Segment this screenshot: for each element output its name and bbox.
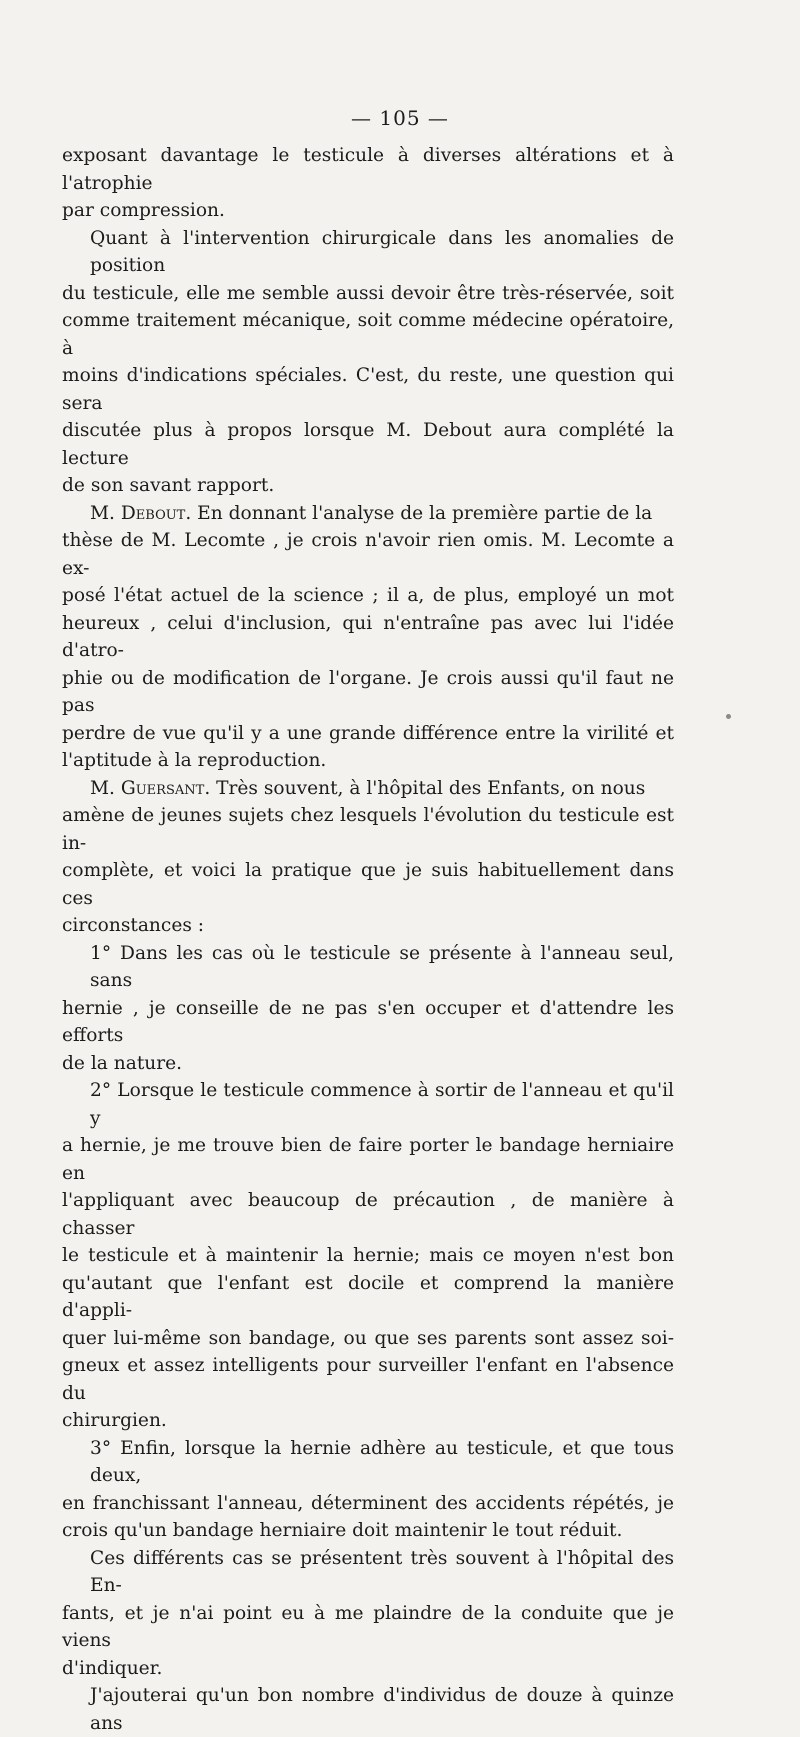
page-number: — 105 —: [351, 106, 449, 130]
text-line: l'aptitude à la reproduction.: [62, 750, 327, 771]
speech-start: . Très souvent, à l'hôpital des Enfants, on nous: [204, 777, 646, 799]
text-line: le testicule et à maintenir la hernie; mais ce moyen n'est bon: [62, 1245, 674, 1266]
text-line: posé l'état actuel de la science ; il a, de plus, employé un mot: [62, 585, 674, 606]
text-line: moins d'indications spéciales. C'est, du reste, une question qui sera: [62, 365, 674, 414]
text-line: gneux et assez intelligents pour surveiller l'enfant en l'absence du: [62, 1355, 674, 1404]
text-line: chirurgien.: [62, 1410, 167, 1431]
text-line: du testicule, elle me semble aussi devoir être très-réservée, soit: [62, 282, 674, 304]
text-line: quer lui-même son bandage, ou que ses parents sont assez soi-: [62, 1327, 674, 1349]
text-line: J'ajouterai qu'un bon nombre d'individus de douze à quinze ans: [90, 1685, 674, 1734]
text-line: [62, 775, 674, 803]
text-line: 1° Dans les cas où le testicule se présente à l'anneau seul, sans: [90, 942, 674, 991]
text-line: Ces différents cas se présentent très souvent à l'hôpital des En-: [90, 1547, 674, 1596]
paragraph-final: [62, 1682, 674, 1737]
text-line: l'appliquant avec beaucoup de précaution , de manière à chasser: [62, 1190, 674, 1239]
text-line: discutée plus à propos lorsque M. Debout aura complété la lecture: [62, 420, 674, 469]
text-line: thèse de M. Lecomte , je crois n'avoir rien omis. M. Lecomte a ex-: [62, 530, 674, 579]
text-line: d'indiquer.: [62, 1657, 163, 1679]
paragraph-debout: [62, 500, 674, 775]
speaker-name: Debout: [120, 502, 186, 524]
text-line: heureux , celui d'inclusion, qui n'entraîne pas avec lui l'idée d'atro-: [62, 612, 674, 661]
text-line: crois qu'un bandage herniaire doit maintenir le tout réduit.: [62, 1520, 623, 1541]
text-line: perdre de vue qu'il y a une grande différence entre la virilité et: [62, 722, 674, 744]
paragraph-1: [62, 142, 674, 225]
paragraph-cases: [62, 1545, 674, 1683]
text-line: de la nature.: [62, 1052, 183, 1074]
text-line: 3° Enfin, lorsque la hernie adhère au testicule, et que tous deux,: [90, 1437, 674, 1486]
text-line: qu'autant que l'enfant est docile et comprend la manière d'appli-: [62, 1272, 674, 1321]
paragraph-2: [62, 225, 674, 500]
speaker-prefix: M.: [90, 777, 121, 799]
text-line: hernie , je conseille de ne pas s'en occuper et d'attendre les efforts: [62, 997, 674, 1046]
speaker-name: Guersant: [120, 777, 205, 799]
speaker-prefix: M.: [90, 502, 121, 524]
text-line: par compression.: [62, 200, 225, 221]
text-line: 2° Lorsque le testicule commence à sortir de l'anneau et qu'il y: [90, 1080, 674, 1129]
paragraph-guersant: [62, 775, 674, 940]
text-line: phie ou de modification de l'organe. Je crois aussi qu'il faut ne pas: [62, 667, 674, 716]
text-line: en franchissant l'anneau, déterminent des accidents répétés, je: [62, 1492, 674, 1514]
paragraph-item-2: [62, 1077, 674, 1435]
text-line: de son savant rapport.: [62, 475, 275, 496]
ink-speck: [726, 714, 731, 719]
text-line: Quant à l'intervention chirurgicale dans les anomalies de position: [90, 227, 674, 276]
body-text: [62, 142, 674, 1737]
text-line: comme traitement mécanique, soit comme médecine opératoire, à: [62, 310, 674, 359]
text-line: a hernie, je me trouve bien de faire porter le bandage herniaire en: [62, 1135, 674, 1184]
text-line: amène de jeunes sujets chez lesquels l'évolution du testicule est in-: [62, 805, 674, 854]
text-line: [62, 500, 674, 528]
text-line: fants, et je n'ai point eu à me plaindre de la conduite que je viens: [62, 1602, 674, 1651]
paragraph-item-1: [62, 940, 674, 1078]
text-line: complète, et voici la pratique que je suis habituellement dans ces: [62, 860, 674, 909]
speech-start: . En donnant l'analyse de la première partie de la: [185, 502, 653, 524]
text-line: circonstances :: [62, 915, 205, 936]
text-line: exposant davantage le testicule à diverses altérations et à l'atrophie: [62, 145, 674, 194]
paragraph-item-3: [62, 1435, 674, 1545]
